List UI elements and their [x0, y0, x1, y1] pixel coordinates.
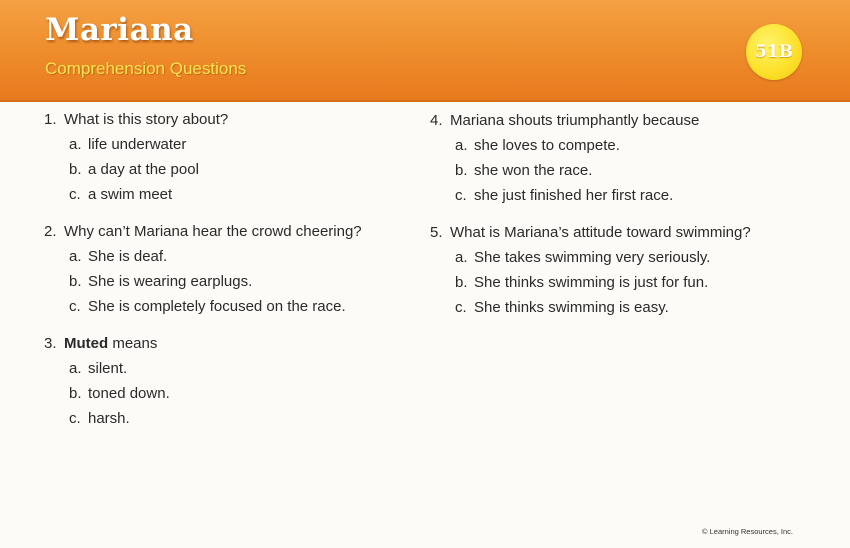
option-letter: b. [455, 274, 468, 291]
option-text: harsh. [88, 410, 130, 427]
option-letter: b. [69, 385, 82, 402]
answer-option [44, 406, 414, 431]
question-number: 2. [44, 223, 57, 240]
card-title: Mariana [45, 12, 194, 48]
option-letter: a. [69, 360, 82, 377]
option-text: She is deaf. [88, 248, 168, 265]
question-prompt [430, 221, 830, 245]
option-letter: a. [69, 136, 82, 153]
question-number: 1. [44, 111, 57, 128]
left-column [44, 108, 414, 444]
option-text: She is wearing earplugs. [88, 273, 253, 290]
option-letter: c. [69, 298, 81, 315]
right-column [430, 109, 830, 333]
answer-option [44, 381, 414, 406]
card-subtitle: Comprehension Questions [45, 59, 247, 78]
option-text: She thinks swimming is easy. [474, 299, 669, 316]
option-letter: b. [69, 161, 82, 178]
answer-option [430, 270, 830, 295]
question-5 [430, 221, 830, 320]
question-text: means [108, 335, 158, 352]
card-header [0, 0, 850, 102]
answer-option [44, 244, 414, 269]
question-text: Why can’t Mariana hear the crowd cheering? [64, 223, 362, 240]
option-letter: c. [455, 187, 467, 204]
option-text: She thinks swimming is just for fun. [474, 274, 709, 291]
option-letter: a. [455, 249, 468, 266]
card-number-badge: 51B [746, 24, 802, 80]
option-text: a day at the pool [88, 161, 199, 178]
option-letter: b. [69, 273, 82, 290]
answer-option [44, 157, 414, 182]
option-text: she just finished her first race. [474, 187, 674, 204]
copyright-notice: © Learning Resources, Inc. [702, 527, 793, 536]
answer-option [44, 182, 414, 207]
question-2 [44, 220, 414, 319]
question-3 [44, 332, 414, 431]
answer-option [430, 158, 830, 183]
answer-option [430, 133, 830, 158]
question-text: Mariana shouts triumphantly because [450, 112, 700, 129]
answer-option [430, 295, 830, 320]
answer-option [430, 183, 830, 208]
option-text: silent. [88, 360, 128, 377]
option-text: life underwater [88, 136, 187, 153]
answer-option [430, 245, 830, 270]
option-letter: c. [69, 410, 81, 427]
question-prompt [44, 332, 414, 356]
question-number: 3. [44, 335, 57, 352]
question-text: What is Mariana’s attitude toward swimming? [450, 224, 751, 241]
answer-option [44, 269, 414, 294]
question-number: 5. [430, 224, 443, 241]
question-prompt [44, 220, 414, 244]
option-letter: a. [455, 137, 468, 154]
option-letter: a. [69, 248, 82, 265]
option-text: She takes swimming very seriously. [474, 249, 711, 266]
question-prompt [44, 108, 414, 132]
vocabulary-word: Muted [64, 335, 109, 352]
option-letter: b. [455, 162, 468, 179]
option-text: she loves to compete. [474, 137, 620, 154]
question-1 [44, 108, 414, 207]
answer-option [44, 132, 414, 157]
option-text: a swim meet [88, 186, 173, 203]
question-text: What is this story about? [64, 111, 229, 128]
answer-option [44, 356, 414, 381]
option-letter: c. [455, 299, 467, 316]
option-letter: c. [69, 186, 81, 203]
option-text: she won the race. [474, 162, 593, 179]
question-prompt [430, 109, 830, 133]
question-number: 4. [430, 112, 443, 129]
answer-option [44, 294, 414, 319]
option-text: She is completely focused on the race. [88, 298, 346, 315]
question-4 [430, 109, 830, 208]
option-text: toned down. [88, 385, 170, 402]
